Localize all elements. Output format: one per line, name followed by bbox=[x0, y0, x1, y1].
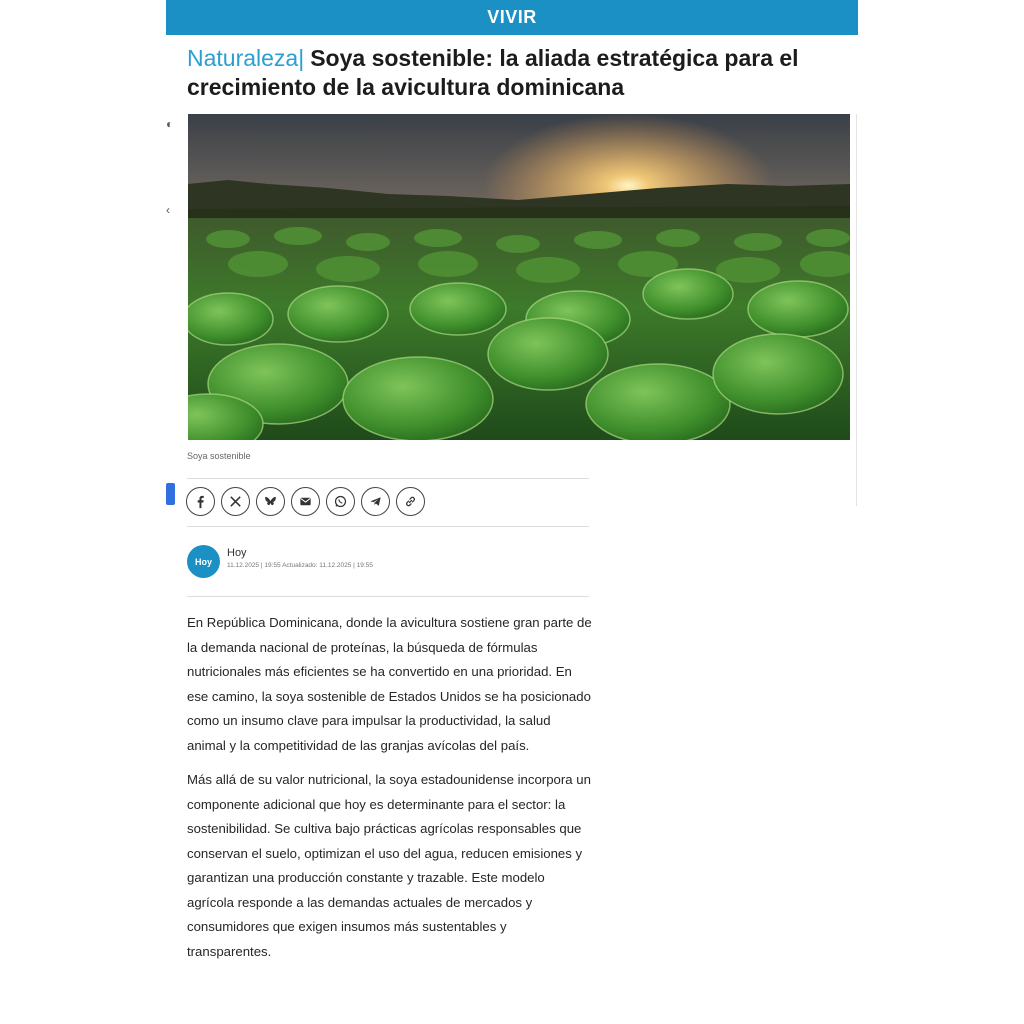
article-body bbox=[187, 611, 592, 974]
email-icon bbox=[298, 494, 313, 509]
bluesky-icon bbox=[263, 494, 278, 509]
category-link[interactable]: Naturaleza bbox=[187, 45, 299, 71]
telegram-icon bbox=[368, 494, 383, 509]
divider bbox=[187, 596, 589, 597]
clipped-button[interactable] bbox=[166, 483, 175, 505]
share-bar bbox=[186, 487, 425, 516]
link-icon bbox=[403, 494, 418, 509]
copy-link-button[interactable] bbox=[396, 487, 425, 516]
whatsapp-icon bbox=[333, 494, 348, 509]
hero-image bbox=[188, 114, 850, 440]
image-caption: Soya sostenible bbox=[187, 451, 251, 461]
author-block bbox=[187, 545, 373, 578]
share-x-button[interactable] bbox=[221, 487, 250, 516]
avatar[interactable]: Hoy bbox=[187, 545, 220, 578]
author-meta bbox=[227, 545, 373, 569]
article-paragraph: Más allá de su valor nutricional, la soya estadounidense incorpora un componente adicional que hoy es determinante para el sector: la sostenibilidad. Se cultiva bajo prácticas agrícolas responsables que conservan el suelo, optimizan el uso del agua, reducen emisiones y garantizan una producción constante y trazable. Este modelo agrícola responde a las demandas actuales de mercados y consumidores que exigen insumos más sustentables y transparentes. bbox=[187, 772, 591, 959]
article-title: Soya sostenible: la aliada estratégica para el crecimiento de la avicultura dominicana bbox=[187, 45, 799, 100]
share-bluesky-button[interactable] bbox=[256, 487, 285, 516]
share-email-button[interactable] bbox=[291, 487, 320, 516]
clipped-icon: ◐ bbox=[166, 117, 174, 131]
sidebar-divider bbox=[856, 114, 857, 506]
category-separator: | bbox=[298, 45, 305, 71]
facebook-icon bbox=[193, 494, 208, 509]
author-name[interactable]: Hoy bbox=[227, 547, 247, 559]
clipped-arrow-icon: ‹ bbox=[166, 203, 170, 217]
section-header[interactable] bbox=[166, 0, 858, 35]
share-telegram-button[interactable] bbox=[361, 487, 390, 516]
article-headline bbox=[187, 44, 852, 102]
divider bbox=[187, 478, 589, 479]
article-paragraph: En República Dominicana, donde la avicultura sostiene gran parte de la demanda nacional de proteínas, la búsqueda de fórmulas nutricionales más eficientes se ha convertido en una prioridad. En ese camino, la soya sostenible de Estados Unidos se ha posicionado como un insumo clave para impulsar la productividad, la salud animal y la competitividad de las granjas avícolas del país. bbox=[187, 615, 592, 753]
share-whatsapp-button[interactable] bbox=[326, 487, 355, 516]
x-icon bbox=[228, 494, 243, 509]
divider bbox=[187, 526, 589, 527]
publish-date: 11.12.2025 | 19:55 Actualizado: 11.12.2025 | 19:55 bbox=[227, 562, 373, 569]
share-facebook-button[interactable] bbox=[186, 487, 215, 516]
section-label[interactable]: VIVIR bbox=[487, 7, 537, 27]
